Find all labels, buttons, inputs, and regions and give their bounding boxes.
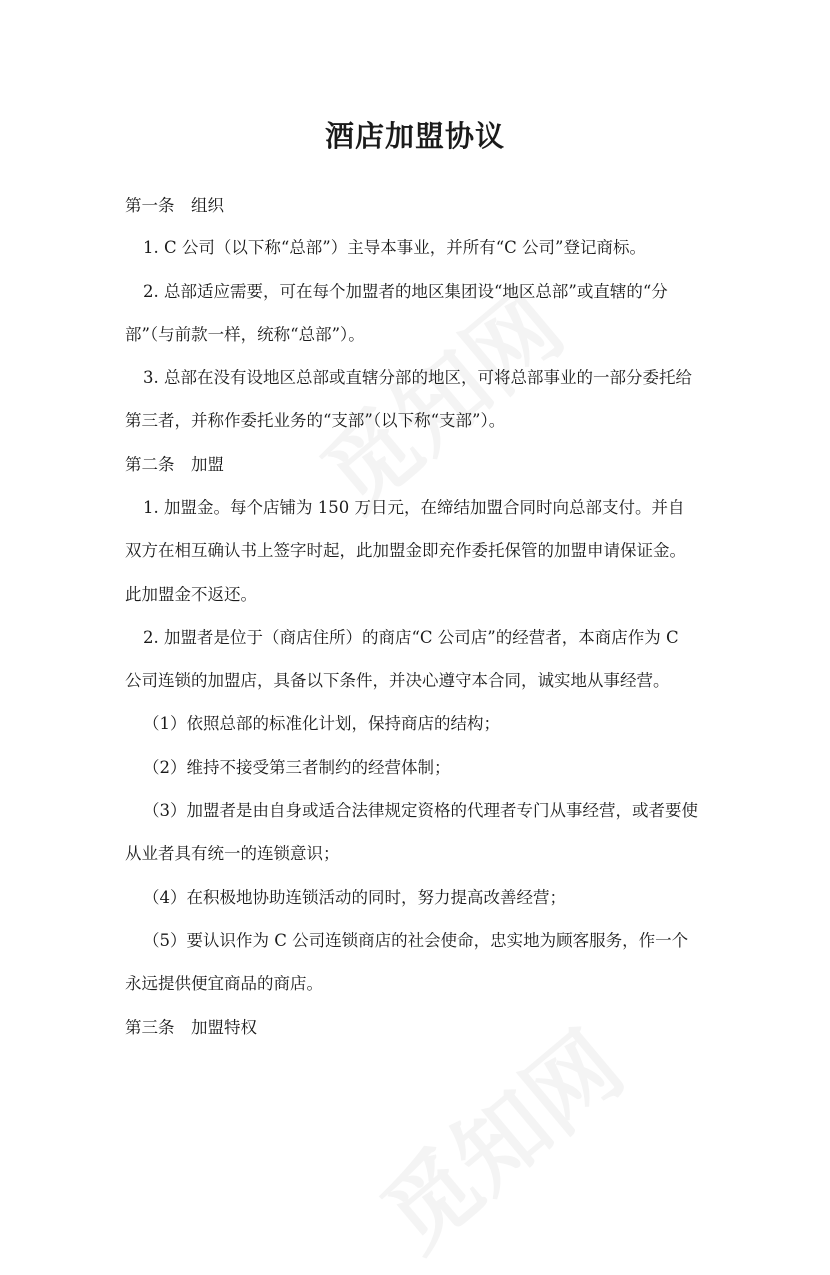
paragraph-line: 2. 加盟者是位于（商店住所）的商店“C 公司店”的经营者，本商店作为 C [143, 628, 679, 647]
list-item-line: （5）要认识作为 C 公司连锁商店的社会使命，忠实地为顾客服务，作一个 [143, 931, 689, 950]
paragraph-line: 第三者，并称作委托业务的“支部”（以下称“支部”）。 [125, 411, 506, 430]
list-item-line: （1）依照总部的标准化计划，保持商店的结构； [143, 714, 500, 733]
paragraph-line: 此加盟金不返还。 [125, 585, 257, 604]
list-item-line: 永远提供便宜商品的商店。 [125, 974, 323, 993]
paragraph-line: 3. 总部在没有设地区总部或直辖分部的地区，可将总部事业的一部分委托给 [143, 368, 692, 387]
paragraph-line: 2. 总部适应需要，可在每个加盟者的地区集团设“地区总部”或直辖的“分 [143, 282, 668, 301]
document-title: 酒店加盟协议 [324, 119, 505, 153]
paragraph-line: 1. C 公司（以下称“总部”）主导本事业，并所有“C 公司”登记商标。 [143, 238, 646, 257]
list-item-line: 从业者具有统一的连锁意识； [125, 844, 340, 863]
article-heading: 第一条 组织 [125, 196, 224, 215]
list-item-line: （2）维持不接受第三者制约的经营体制； [143, 758, 451, 777]
paragraph-line: 部”（与前款一样，统称“总部”）。 [125, 325, 365, 344]
article-heading: 第二条 加盟 [125, 455, 224, 474]
article-heading: 第三条 加盟特权 [125, 1018, 257, 1037]
paragraph-line: 1. 加盟金。每个店铺为 150 万日元，在缔结加盟合同时向总部支付。并自 [143, 498, 685, 517]
watermark [350, 997, 646, 1275]
list-item-line: （3）加盟者是由自身或适合法律规定资格的代理者专门从事经营，或者要使 [143, 801, 698, 820]
paragraph-line: 双方在相互确认书上签字时起，此加盟金即充作委托保管的加盟申请保证金。 [125, 541, 686, 560]
list-item-line: （4）在积极地协助连锁活动的同时，努力提高改善经营； [143, 888, 566, 907]
paragraph-line: 公司连锁的加盟店，具备以下条件，并决心遵守本合同，诚实地从事经营。 [125, 671, 670, 690]
